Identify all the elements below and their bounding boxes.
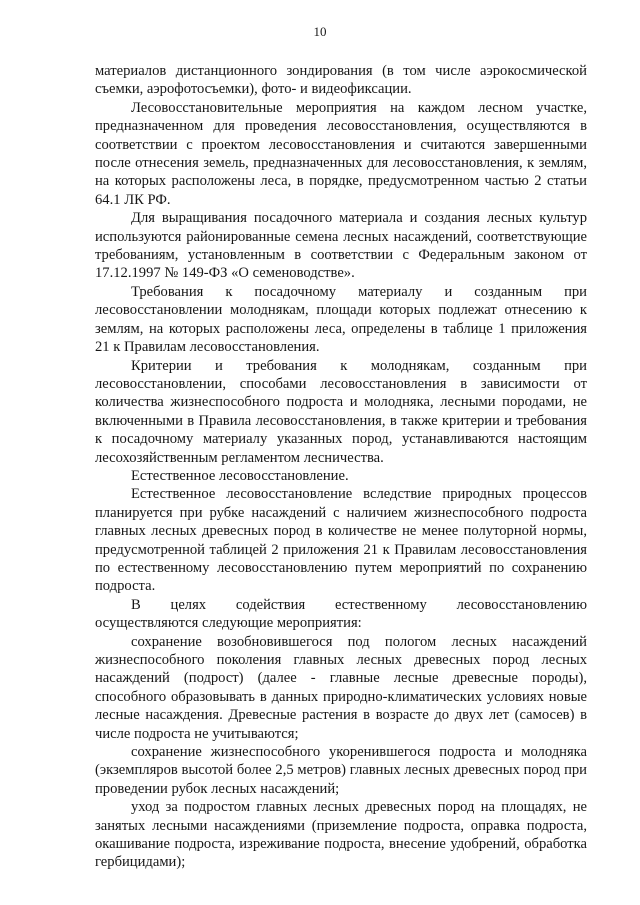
paragraph-assistance-measures: В целях содействия естественному лесовосстановлению осуществляются следующие мероприятия: [95,596,587,632]
list-item-young-growth-preservation: сохранение жизнеспособного укоренившегося подроста и молодняка (экземпляров высотой более 2,5 метров) главных лесных древесных пород при проведении рубок лесных насаждений; [95,744,587,797]
paragraph-natural-reforestation: Естественное лесовосстановление вследствие природных процессов планируется при рубке насаждений с наличием жизнеспособного подроста главных лесных древесных пород в количестве не менее полуторной нормы, предусмотренной таблицей 2 приложения 21 к Правилам лесовосстановления по естественному лесовосстановлению путем мероприятий по сохранению подроста. [95,486,587,595]
paragraph-remote-sensing: материалов дистанционного зондирования (в том числе аэрокосмической съемки, аэрофотосъемки), фото- и видеофиксации. [95,63,587,98]
paragraph-young-stand-criteria: Критерии и требования к молоднякам, созданным при лесовосстановлении, способами лесовосстановления в зависимости от количества жизнеспособного подроста и молодняка, лесными породами, не включенными в Правила лесовосстановления, в также критерии и требования к посадочному материалу указанных пород, устанавливаются настоящим лесохозяйственным регламентом лесничества. [95,357,587,466]
document-body [95,62,587,872]
paragraph-reforestation-measures: Лесовосстановительные мероприятия на каждом лесном участке, предназначенном для проведения лесовосстановления, осуществляются в соответствии с проектом лесовосстановления и считаются завершенными после отнесения земель, предназначенных для лесовосстановления, к землям, на которых расположены леса, в порядке, предусмотренном частью 2 статьи 64.1 ЛК РФ. [95,99,587,208]
list-item-undergrowth-preservation: сохранение возобновившегося под пологом лесных насаждений жизнеспособного поколения главных лесных древесных пород лесных насаждений (подрост) (далее - главные лесные древесные породы), способного образовывать в данных природно-климатических условиях новые лесные насаждения. Древесные растения в возрасте до двух лет (самосев) в числе подроста не учитываются; [95,633,587,742]
paragraph-seed-requirements: Для выращивания посадочного материала и создания лесных культур используются районированные семена лесных насаждений, соответствующие требованиям, установленным в соответствии с Федеральным законом от 17.12.1997 № 149-ФЗ «О семеноводстве». [95,210,587,282]
page-number: 10 [313,24,327,39]
list-item-undergrowth-care: уход за подростом главных лесных древесных пород на площадях, не занятых лесными насаждениями (приземление подроста, оправка подроста, окашивание подроста, изреживание подроста, внесение удобрений, обработка гербицидами); [95,799,587,871]
paragraph-natural-reforestation-heading: Естественное лесовосстановление. [131,467,349,484]
paragraph-planting-material-requirements: Требования к посадочному материалу и созданным при лесовосстановлении молоднякам, площади которых подлежат отнесению к землям, на которых расположены леса, определены в таблице 1 приложения 21 к Правилам лесовосстановления. [95,283,587,356]
